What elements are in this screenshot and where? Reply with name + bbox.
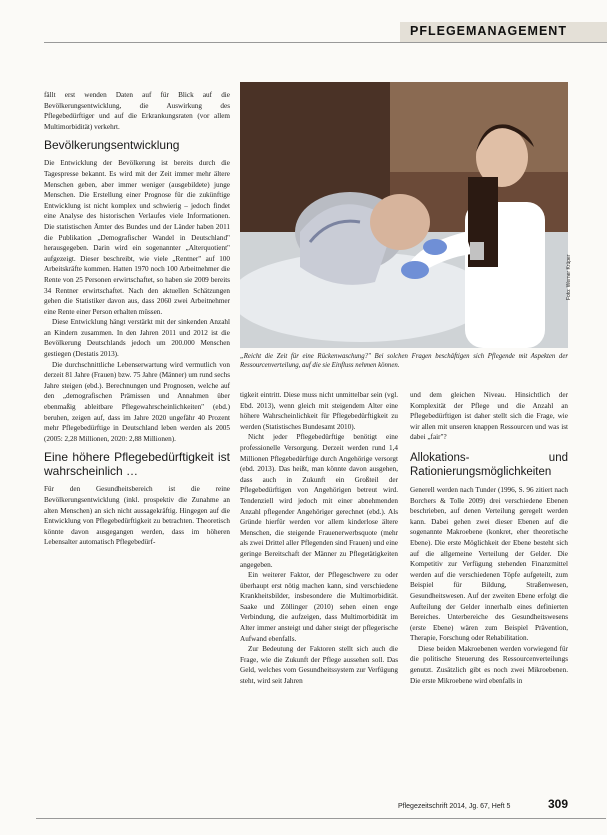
heading-allokation: Allokations- und Rationierungsmöglichkeiten [410, 451, 568, 478]
paragraph: tigkeit eintritt. Diese muss nicht unmittelbar sein (vgl. Ebd. 2013), wenn gleich mit steigendem Alter eine höhere Wahrscheinlichkeit für Pflegebedürftigkeit zu werden (Statistisches Bundesamt 2010). [240, 391, 398, 431]
paragraph: Die durchschnittliche Lebenserwartung wird vermutlich von derzeit 81 Jahre (Frauen) bzw. 75 Jahre (Männer) um rund sechs Jahre steigen (ebd.). Berechnungen und Prognosen, welche auf den „demografischen Prämissen und Annahmen über ebenmaßig ableitbare Pflegewahrscheinlichkeiten" (ebd.) beruhen, zeigen auf, dass im Jahre 2020 ungefähr 40 Prozent mehr Pflegebedürftige in Deutschland leben werden als 2005 (2005: 2,28 Millionen, 2020: 2,88 Millionen). [44, 360, 230, 443]
paragraph: Ein weiterer Faktor, der Pflegeschwere zu oder überhaupt erst nötig machen kann, sind verschiedene Krankheitsbilder, insbesondere die Multimorbidität. Saake und Zöllinger (2010) sehen einen enge Verbindung, die aufzeigen, dass Multimorbidität im Alter immer ansteigt und daher steigt der pflegerische Aufwand ebenfalls. [240, 571, 398, 643]
paragraph: Nicht jeder Pflegebedürftige benötigt eine professionelle Versorgung. Derzeit werden rund 1,4 Millionen Pflegebedürftige durch Angehörige versorgt (ebd. 2013). Das heißt, man könnte davon ausgehen, dass auch in Zukunft ein Großteil der Pflegebedürftigen von Angehörigen betreut wird. Tendenziell wird jedoch mit einer abnehmenden Anzahl pflegender Angehöriger gerechnet (ebd.). Als Gründe hierfür werden vor allem kinderlose ältere Menschen, die steigende Frauenerwerbsquote (mehr als zwei Drittel aller Pflegenden sind Frauen) und eine geringe Bereitschaft der Männer zu Pflegetätigkeiten angegeben. [240, 433, 398, 569]
text-column-1 [44, 90, 230, 548]
heading-pflegebeduerftigkeit: Eine höhere Pflegebedürftigkeit ist wahrscheinlich … [44, 450, 230, 479]
header-rule [44, 42, 607, 43]
section-header: PFLEGEMANAGEMENT [410, 24, 567, 38]
paragraph: und dem gleichen Niveau. Hinsichtlich der Komplexität der Pflege und die Anzahl an Pflegebedürftigen ist daher stellt sich die Frage, wie wir allen mit unseren knappen Ressourcen und was ist dabei „fair"? [410, 391, 568, 442]
paragraph: Diese Entwicklung hängt verstärkt mit der sinkenden Anzahl an Kindern zusammen. In den Jahren 2011 und 2012 ist die Bevölkerung Deutschlands jedoch um 200.000 Menschen gestiegen (Destatis 2013). [44, 318, 230, 359]
paragraph: Zur Bedeutung der Faktoren stellt sich auch die Frage, wie die Zukunft der Pflege aussehen soll. Das Geld, welches vom Gesundheitssystem zur Verfügung steht, wird seit Jahren [240, 645, 398, 686]
photo-credit: Foto: Werner Krüper [566, 254, 572, 300]
photo-caption: „Reicht die Zeit für eine Rückenwaschung?" Bei solchen Fragen beschäftigen sich Pflegende mit Aspekten der Ressourcenverteilung, auf die sie Einfluss nehmen können. [240, 353, 568, 369]
text-column-2 [240, 390, 398, 687]
paragraph: fällt erst wenden Daten auf für Blick auf die Bevölkerungsentwicklung, die Auswirkung des Pflegebedürftiger und auf die Erkrankungsraten (vor allem Multimorbidität) verkehrt. [44, 91, 230, 131]
nursing-photo [240, 82, 568, 348]
paragraph: Diese beiden Makroebenen werden vorwiegend für die politische Steuerung des Ressourcenverteilungs genutzt. Zusätzlich gibt es noch zwei Mikroebenen. Die erste Mikroebene wird ebenfalls in [410, 644, 568, 685]
footer-rule [36, 818, 606, 819]
paragraph: Für den Gesundheitsbereich ist die reine Bevölkerungsentwicklung (inkl. prospektiv die Zunahme an alten Menschen) an sich nicht aussagekräftig. Hingegen auf die Entwicklung von Pflegebedürftigkeit zu betrachten. Theoretisch könnte davon ausgegangen werden, dass im höheren Lebensalter automatisch Pflegebedürf- [44, 485, 230, 547]
photo-illustration [240, 82, 568, 348]
paragraph: Generell werden nach Tunder (1996, S. 96 zitiert nach Borchers & Tolle 2009) drei verschiedene Ebenen beschrieben, auf denen Verteilung geregelt werden kann. Dabei gehen zwei dieser Ebenen auf die sogenannte Makroebene (konkret, eher theoretische Ebene). Die erste Möglichkeit der Ebene besteht sich auf die allgemeine Verteilung der Gelder. Die Kompetitiv zur Verfügung stehenden Finanzmittel werden auf die verschiedenen Töpfe aufgeteilt, zum Beispiel für Bildung, Straßenwesen, Gesundheitswesen. Auf der zweiten Ebene erfolgt die Aufteilung der Gelder innerhalb eines definierten Bereiches. Unterbereiche des Gesundheitswesens (erste Ebene) wären zum Beispiel Prävention, Therapie, Forschung oder Rehabilitation. [410, 485, 568, 643]
text-column-3 [410, 390, 568, 686]
heading-bevoelkerungsentwicklung: Bevölkerungsentwicklung [44, 138, 180, 153]
paragraph: Die Entwicklung der Bevölkerung ist bereits durch die Tagespresse bekannt. Es wird mit der Zeit immer mehr ältere Menschen geben, aber immer weniger (ausgebildete) junge Menschen. Die Erstellung einer Prognose für die zukünftige Entwicklung ist nicht komplex und schwierig – jedoch findet eine Analyse des historischen Verlaufes viele Informationen. Die statistischen Ämter des Bundes und der Länder haben 2011 die Publikation „Demografischer Wandel in Deutschland" herausgegeben. Darin wird ein sogenannter „Alterquotient" aufgezeigt. Dieser beschreibt, wie viele „Rentner" auf 100 Arbeitskräfte kommen. Hatten 1970 noch 100 Arbeitnehmer die Rente von 25 Personen erwirtschaftet, so haben sie 2009 bereits 34 Rentner erwirtschaftet. Nach den aktuellen Schätzungen gehen die Statistiker davon aus, dass 2060 zwei Arbeitnehmer eine Rente einer Person erhalten müssen. [44, 159, 230, 316]
journal-citation: Pflegezeitschrift 2014, Jg. 67, Heft 5 [398, 803, 511, 810]
page-number: 309 [548, 797, 569, 811]
